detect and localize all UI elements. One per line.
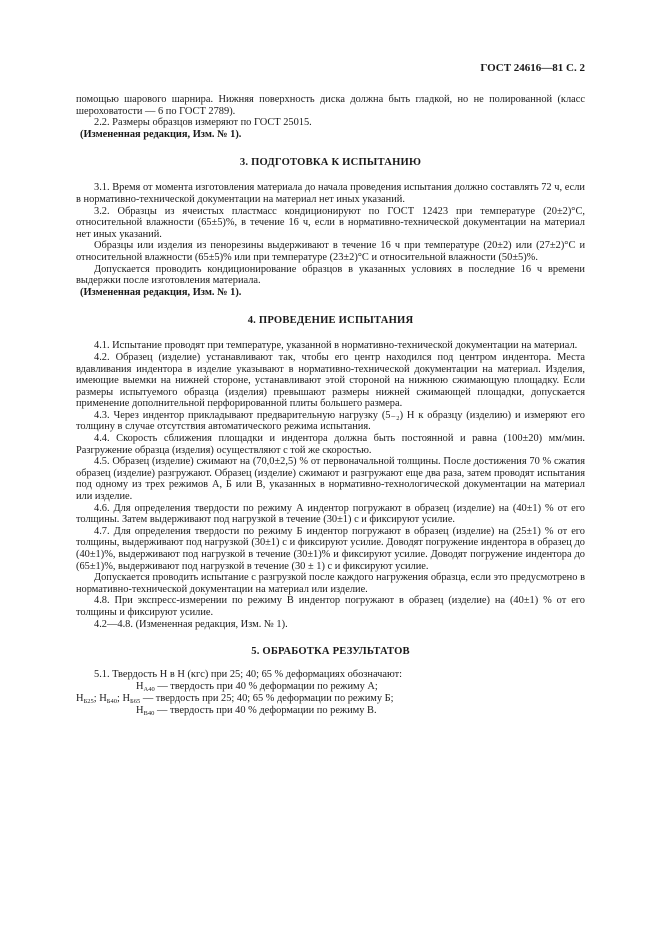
- paragraph: Допускается проводить кондиционирование образцов в указанных условиях в последние 16 ч времени выдержки после изготовления материала.: [76, 263, 585, 287]
- revision-note: (Измененная редакция, Изм. № 1).: [80, 128, 242, 140]
- symbol: ; Н: [93, 692, 107, 704]
- paragraph: Образцы или изделия из пенорезины выдерживают в течение 16 ч при температуре (20±2) или (27±2)°С и относительной влажности (65±5)% или при температуре (23±2)°С и относительной влажности (50±5)%.: [76, 240, 585, 263]
- page-header: ГОСТ 24616—81 С. 2: [480, 62, 585, 74]
- definition: — твердость при 40 % деформации по режиму В.: [154, 704, 377, 716]
- paragraph: 5.1. Твердость Н в Н (кгс) при 25; 40; 65 % деформациях обозначают:: [94, 669, 403, 681]
- symbol-subscript: А40: [143, 685, 155, 693]
- revision-note: 4.2—4.8. (Измененная редакция, Изм. № 1).: [94, 618, 288, 630]
- definition: — твердость при 25; 40; 65 % деформации по режиму Б;: [140, 692, 394, 704]
- symbol-subscript: Б40: [106, 697, 117, 705]
- symbol-subscript: Б25: [83, 697, 94, 705]
- paragraph: 3.1. Время от момента изготовления материала до начала проведения испытания должно составлять 72 ч, если в нормативно-технической документации на материал нет иных указаний.: [76, 182, 585, 205]
- section-title: 5. ОБРАБОТКА РЕЗУЛЬТАТОВ: [251, 646, 410, 658]
- symbol: Н: [76, 692, 84, 704]
- paragraph: 4.6. Для определения твердости по режиму А индентор погружают в образец (изделие) на (40±1) % от его толщины. Затем выдерживают под нагрузкой в течение (30±1) с и фиксируют усилие.: [76, 502, 585, 526]
- paragraph: 2.2. Размеры образцов измеряют по ГОСТ 25015.: [94, 117, 312, 129]
- symbol: Н: [136, 680, 144, 692]
- formula-line: [76, 693, 585, 705]
- symbol-subscript: В40: [143, 709, 155, 717]
- formula-line: [76, 681, 585, 693]
- formula-line: [76, 705, 585, 717]
- symbol-subscript: Б65: [129, 697, 141, 705]
- paragraph: 4.1. Испытание проводят при температуре, указанной в нормативно-технической документации на материал.: [94, 340, 578, 352]
- paragraph: 4.7. Для определения твердости по режиму Б индентор погружают в образец (изделие) на (25±1) % от его толщины, выдерживают под нагрузкой (30±1) с и фиксируют усилие. Доводят погружение индентора в образец до (40±1)%, выдерживают под нагрузкой в течение (30±1)% и фиксируют усилие. Доводят погружение индентора до (65±1)%, выдерживают под нагрузкой в течение (30 ± 1) с и фиксируют усилие.: [76, 525, 585, 572]
- paragraph: 4.2. Образец (изделие) устанавливают так, чтобы его центр находился под центром индентора. Места вдавливания индентора в изделие указывают в нормативно-технической документации на материал. Изделия, имеющие выемки на нижней стороне, устанавливают этой стороной на нижнюю сжимающую площадку. Если размеры испытуемого образца (изделия) превышают размеры нижней сжимающей площадки, допускается применение дополнительной перфорированной плиты большего размера.: [76, 351, 585, 410]
- symbol: ; Н: [116, 692, 130, 704]
- paragraph: 4.5. Образец (изделие) сжимают на (70,0±2,5) % от первоначальной толщины. После достижения 70 % сжатия образец (изделие) разгружают. Образец (изделие) сжимают и разгружают еще два раза, затем проводят испытания под одному из трех режимов А, Б или В, указанных в нормативно-технологической документации на материал или изделие.: [76, 456, 585, 503]
- section-title: 4. ПРОВЕДЕНИЕ ИСПЫТАНИЯ: [247, 315, 414, 327]
- revision-note: (Измененная редакция, Изм. № 1).: [80, 286, 242, 298]
- paragraph: 4.4. Скорость сближения площадки и индентора должна быть постоянной и равна (100±20) мм/мин. Разгружение образца (изделия) осуществляют с той же скоростью.: [76, 433, 585, 456]
- paragraph: помощью шарового шарнира. Нижняя поверхность диска должна быть гладкой, но не полированной (класс шероховатости — 6 по ГОСТ 2789).: [76, 94, 585, 117]
- paragraph: 4.8. При экспресс-измерении по режиму В индентор погружают в образец (изделие) на (40±1) % от его толщины и фиксируют усилие.: [76, 595, 585, 618]
- document-page: [76, 56, 585, 717]
- definition: — твердость при 40 % деформации по режиму А;: [154, 680, 378, 692]
- paragraph: 4.3. Через индентор прикладывают предварительную нагрузку (5₋₂) Н к образцу (изделию) и измеряют его толщину в случае отсутствия автоматического режима испытания.: [76, 409, 585, 433]
- symbol: Н: [136, 704, 144, 716]
- section-title: 3. ПОДГОТОВКА К ИСПЫТАНИЮ: [239, 157, 422, 169]
- paragraph: Допускается проводить испытание с разгрузкой после каждого нагружения образца, если это предусмотрено в нормативно-технической документации на материал или изделие.: [76, 572, 585, 595]
- paragraph: 3.2. Образцы из ячеистых пластмасс кондиционируют по ГОСТ 12423 при температуре (20±2)°С, относительной влажности (65±5)%, в течение 16 ч, если в нормативно-технической документации на материал нет иных указаний.: [76, 205, 585, 240]
